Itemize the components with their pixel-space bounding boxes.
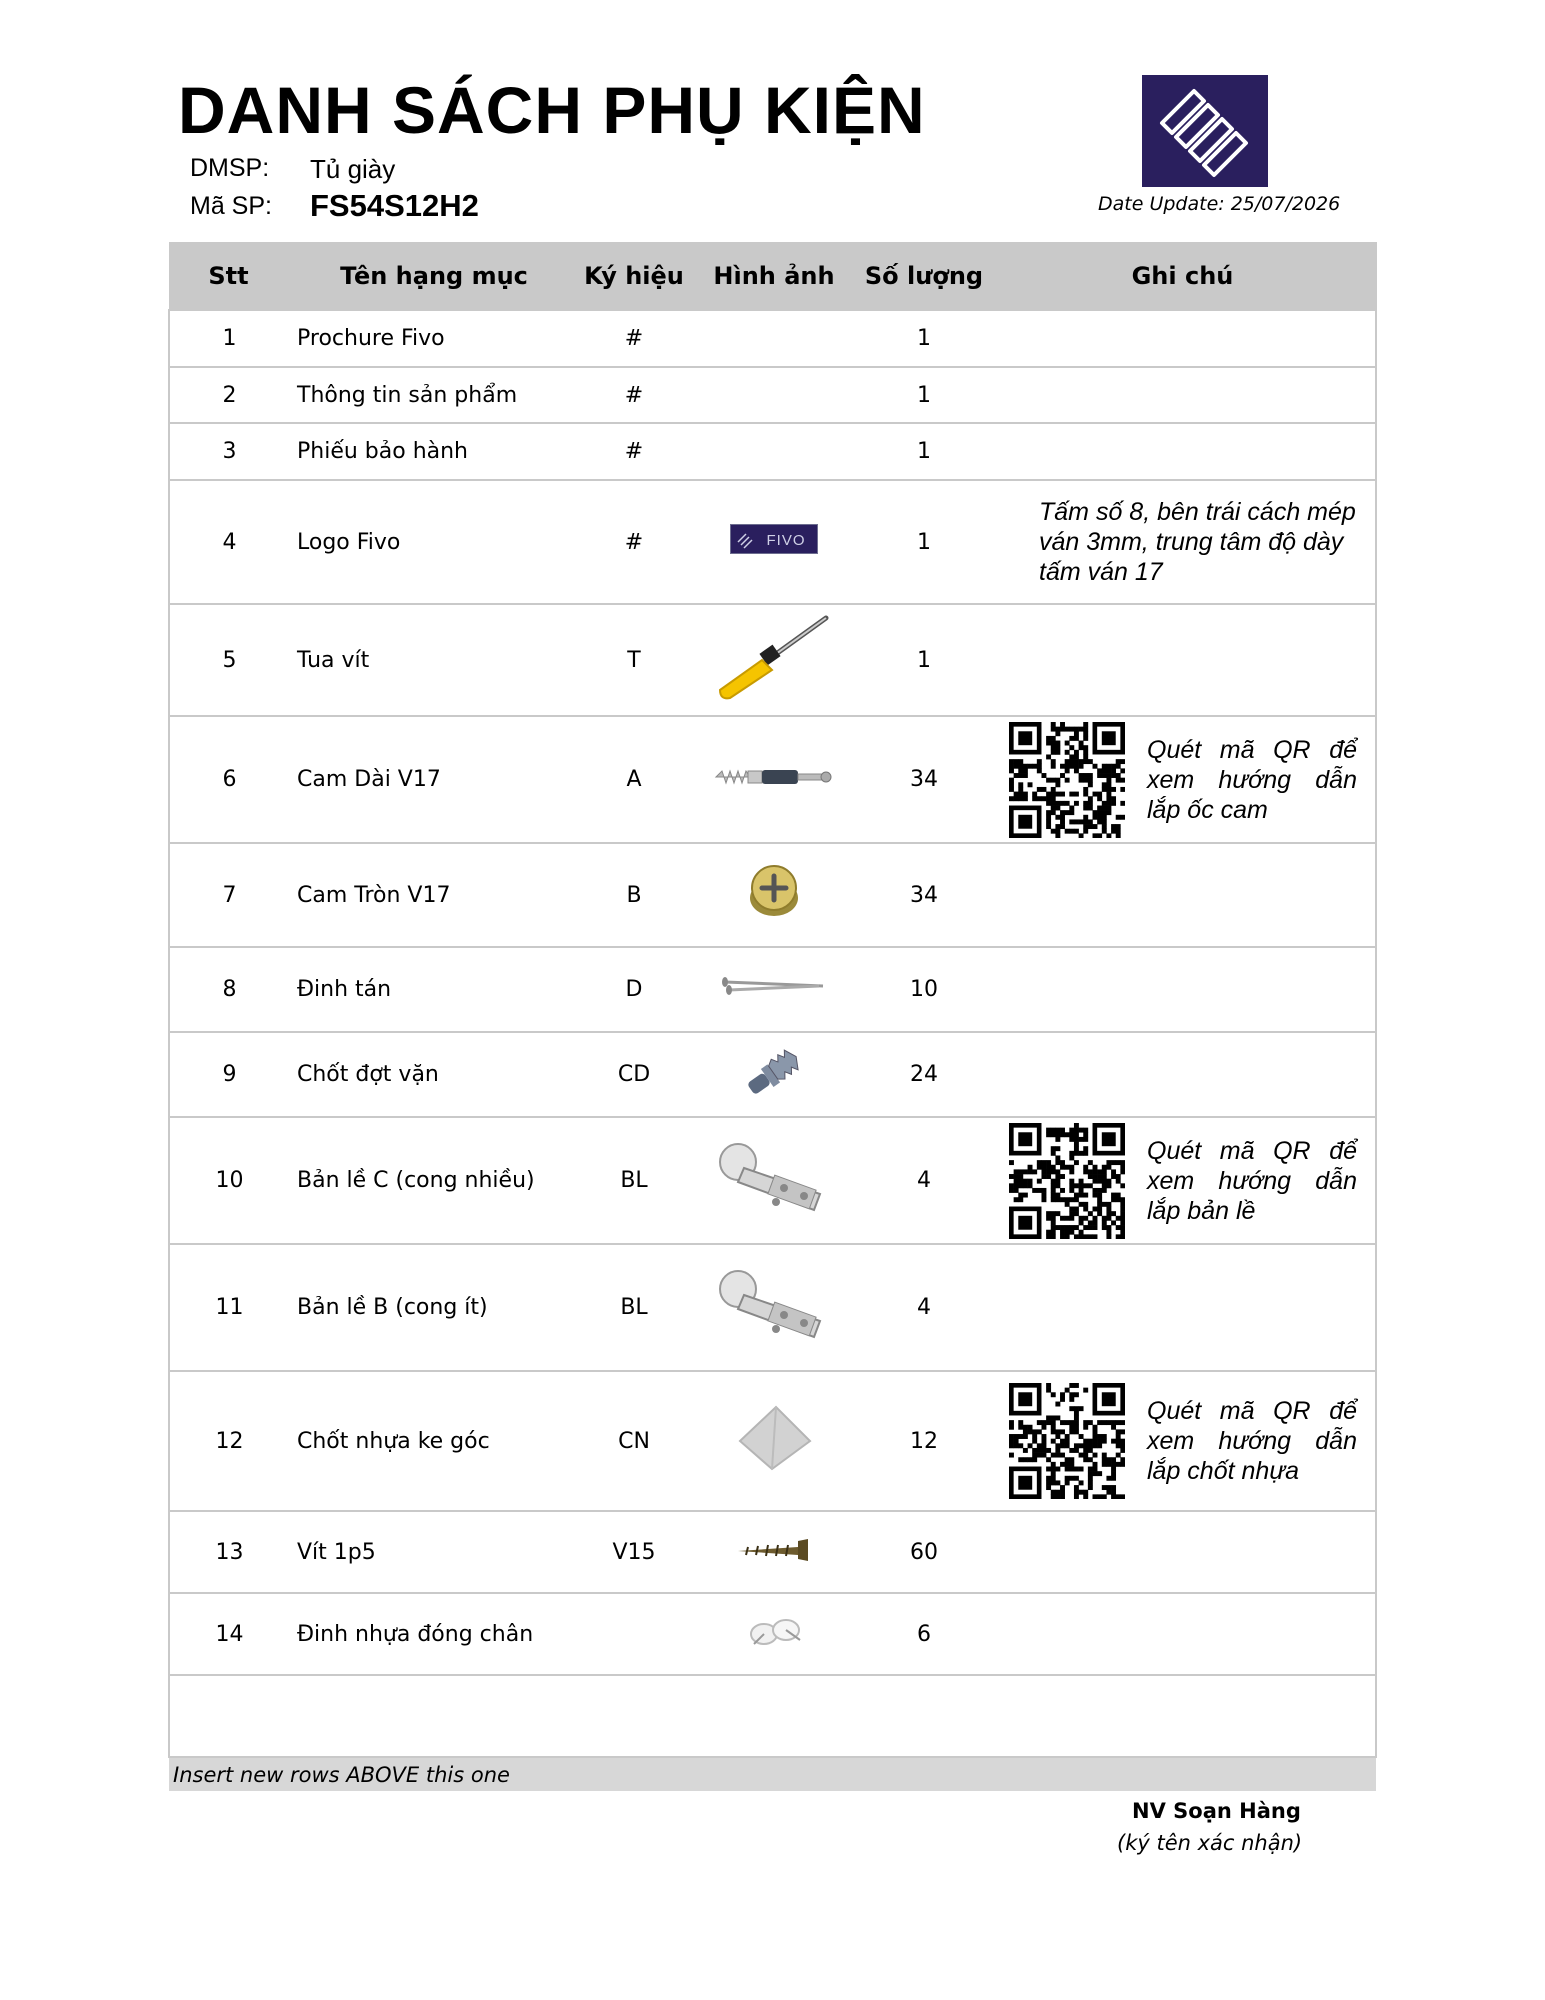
cell-qty: 10 — [859, 947, 989, 1032]
cell-image — [689, 947, 859, 1032]
cell-name: Tua vít — [289, 604, 579, 716]
cell-qty: 60 — [859, 1511, 989, 1593]
accessory-table — [168, 242, 1377, 1791]
cell-stt: 13 — [169, 1511, 289, 1593]
hinge-icon — [714, 1138, 834, 1224]
col-header-stt: Stt — [169, 242, 289, 310]
cell-qty: 1 — [859, 604, 989, 716]
cell-stt: 8 — [169, 947, 289, 1032]
cell-code: BL — [579, 1117, 689, 1244]
col-header-image: Hình ảnh — [689, 242, 859, 310]
cell-code: V15 — [579, 1511, 689, 1593]
empty-cell — [989, 1675, 1376, 1757]
cell-qty: 34 — [859, 843, 989, 947]
cell-image — [689, 843, 859, 947]
cell-note — [989, 843, 1376, 947]
cell-stt: 6 — [169, 716, 289, 843]
cell-note — [989, 1371, 1376, 1511]
cell-note — [989, 1511, 1376, 1593]
signature-subtitle: (ký tên xác nhận) — [1117, 1831, 1303, 1855]
cell-qty: 12 — [859, 1371, 989, 1511]
screw-icon — [734, 1537, 814, 1567]
cell-note — [989, 604, 1376, 716]
cell-qty: 1 — [859, 480, 989, 604]
table-row — [169, 947, 1376, 1032]
cell-code: A — [579, 716, 689, 843]
cell-code: # — [579, 423, 689, 480]
cell-name: Bản lề B (cong ít) — [289, 1244, 579, 1371]
cell-qty: 4 — [859, 1244, 989, 1371]
table-row — [169, 480, 1376, 604]
cell-image — [689, 716, 859, 843]
cell-note — [989, 1244, 1376, 1371]
cell-qty: 34 — [859, 716, 989, 843]
cell-code: D — [579, 947, 689, 1032]
qr-code-icon[interactable] — [1009, 1123, 1125, 1239]
cell-stt: 4 — [169, 480, 289, 604]
cell-code: # — [579, 367, 689, 423]
dmsp-label: DMSP: — [190, 154, 270, 182]
qr-code-icon[interactable] — [1009, 1383, 1125, 1499]
cell-note — [989, 310, 1376, 367]
cell-image — [689, 1593, 859, 1675]
cell-code — [579, 1593, 689, 1675]
qr-note-text: Quét mã QR để xem hướng dẫn lắp bản lề — [1147, 1136, 1357, 1225]
table-row — [169, 1593, 1376, 1675]
plastic-foot-nail-icon — [742, 1614, 806, 1654]
cell-name: Cam Tròn V17 — [289, 843, 579, 947]
cell-name: Logo Fivo — [289, 480, 579, 604]
cell-note — [989, 1593, 1376, 1675]
cell-code: # — [579, 310, 689, 367]
cell-code: T — [579, 604, 689, 716]
empty-cell — [859, 1675, 989, 1757]
cell-name: Phiếu bảo hành — [289, 423, 579, 480]
cell-image — [689, 1032, 859, 1117]
shelf-pin-icon — [739, 1044, 809, 1106]
table-row — [169, 310, 1376, 367]
cell-stt: 10 — [169, 1117, 289, 1244]
cell-code: B — [579, 843, 689, 947]
qr-note-text: Quét mã QR để xem hướng dẫn lắp chốt nhựa — [1147, 1397, 1357, 1485]
cell-stt: 5 — [169, 604, 289, 716]
qr-code-icon[interactable] — [1009, 722, 1125, 838]
table-row — [169, 604, 1376, 716]
cell-image — [689, 480, 859, 604]
dmsp-value: Tủ giày — [310, 154, 396, 184]
empty-cell — [169, 1675, 289, 1757]
col-header-code: Ký hiệu — [579, 242, 689, 310]
fivo-logo-text: FIVO — [766, 532, 806, 549]
table-row — [169, 1032, 1376, 1117]
table-header-row — [169, 242, 1376, 310]
cell-image — [689, 367, 859, 423]
empty-cell — [579, 1675, 689, 1757]
cell-stt: 1 — [169, 310, 289, 367]
cell-stt: 12 — [169, 1371, 289, 1511]
cell-image — [689, 1371, 859, 1511]
cell-name: Chốt nhựa ke góc — [289, 1371, 579, 1511]
cell-name: Cam Dài V17 — [289, 716, 579, 843]
table-row — [169, 716, 1376, 843]
cell-qty: 24 — [859, 1032, 989, 1117]
nails-icon — [719, 972, 829, 1008]
hinge-icon — [714, 1265, 834, 1351]
cell-note: Tấm số 8, bên trái cách mép ván 3mm, trung tâm độ dày tấm ván 17 — [989, 480, 1376, 604]
cell-stt: 14 — [169, 1593, 289, 1675]
stripes-logo-icon — [1142, 75, 1268, 187]
cell-name: Prochure Fivo — [289, 310, 579, 367]
cell-stt: 2 — [169, 367, 289, 423]
cell-image — [689, 310, 859, 367]
table-row — [169, 1371, 1376, 1511]
insert-rows-note-row — [169, 1757, 1376, 1791]
empty-cell — [289, 1675, 579, 1757]
cell-note — [989, 1032, 1376, 1117]
signature-title: NV Soạn Hàng — [1132, 1799, 1301, 1823]
cell-qty: 1 — [859, 310, 989, 367]
brand-logo — [1142, 75, 1268, 187]
screwdriver-icon — [714, 612, 834, 708]
cell-qty: 1 — [859, 423, 989, 480]
cell-stt: 11 — [169, 1244, 289, 1371]
cell-stt: 7 — [169, 843, 289, 947]
cell-stt: 9 — [169, 1032, 289, 1117]
masp-value: FS54S12H2 — [310, 188, 479, 223]
cell-qty: 4 — [859, 1117, 989, 1244]
cell-name: Đinh nhựa đóng chân — [289, 1593, 579, 1675]
cell-image — [689, 1511, 859, 1593]
cell-code: CN — [579, 1371, 689, 1511]
cell-code: BL — [579, 1244, 689, 1371]
cell-code: # — [579, 480, 689, 604]
table-row — [169, 1511, 1376, 1593]
cell-name: Bản lề C (cong nhiều) — [289, 1117, 579, 1244]
cell-image — [689, 604, 859, 716]
col-header-note: Ghi chú — [989, 242, 1376, 310]
masp-label: Mã SP: — [190, 192, 272, 220]
cell-note — [989, 367, 1376, 423]
round-cam-lock-icon — [744, 862, 804, 928]
col-header-qty: Số lượng — [859, 242, 989, 310]
cell-qty: 1 — [859, 367, 989, 423]
long-cam-bolt-icon — [714, 762, 834, 798]
page-title: DANH SÁCH PHỤ KIỆN — [178, 73, 926, 147]
table-row — [169, 423, 1376, 480]
empty-cell — [689, 1675, 859, 1757]
plastic-corner-bracket-icon — [734, 1403, 814, 1479]
fivo-logo-plate-icon — [730, 524, 818, 560]
qr-note-text: Quét mã QR để xem hướng dẫn lắp ốc cam — [1147, 735, 1357, 824]
empty-row — [169, 1675, 1376, 1757]
cell-code: CD — [579, 1032, 689, 1117]
table-row — [169, 367, 1376, 423]
cell-note — [989, 716, 1376, 843]
cell-name: Chốt đợt vặn — [289, 1032, 579, 1117]
cell-stt: 3 — [169, 423, 289, 480]
cell-image — [689, 1117, 859, 1244]
cell-name: Thông tin sản phẩm — [289, 367, 579, 423]
table-row — [169, 843, 1376, 947]
cell-image — [689, 423, 859, 480]
insert-rows-note: Insert new rows ABOVE this one — [169, 1757, 1376, 1791]
table-row — [169, 1117, 1376, 1244]
col-header-name: Tên hạng mục — [289, 242, 579, 310]
cell-name: Vít 1p5 — [289, 1511, 579, 1593]
cell-image — [689, 1244, 859, 1371]
cell-note — [989, 1117, 1376, 1244]
cell-note — [989, 947, 1376, 1032]
cell-qty: 6 — [859, 1593, 989, 1675]
cell-name: Đinh tán — [289, 947, 579, 1032]
date-update: Date Update: 25/07/2026 — [1098, 193, 1341, 215]
cell-note — [989, 423, 1376, 480]
table-row — [169, 1244, 1376, 1371]
